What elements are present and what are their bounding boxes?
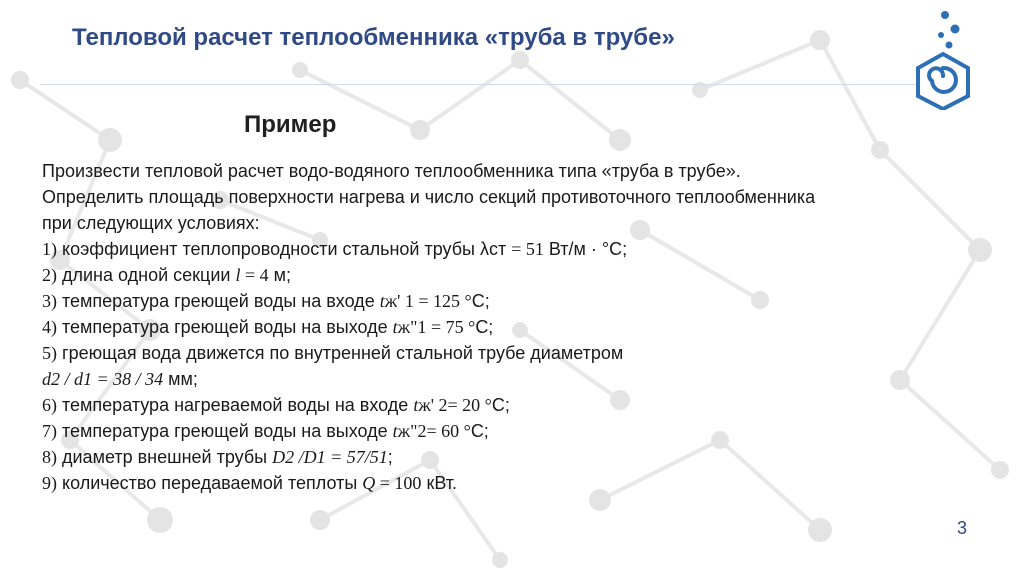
- example-heading: Пример: [244, 111, 337, 138]
- flask-logo-icon: [912, 8, 974, 110]
- condition-item-1: 1) коэффициент теплопроводности стальной трубы λст = 51 Вт/м · °С;: [42, 239, 628, 259]
- condition-item-7: 7) температура греющей воды на выходе tж"2= 60 °С;: [42, 421, 489, 441]
- problem-statement: [42, 158, 982, 496]
- intro-line: Определить площадь поверхности нагрева и число секций противоточного теплообменника: [42, 187, 816, 207]
- condition-item-8: 8) диаметр внешней трубы D2 /D1 = 57/51;: [42, 447, 393, 467]
- condition-item-5-continued: d2 / d1 = 38 / 34 мм;: [42, 369, 198, 389]
- condition-item-4: 4) температура греющей воды на выходе tж"1 = 75 °С;: [42, 317, 494, 337]
- intro-line: Произвести тепловой расчет водо-водяного теплообменника типа «труба в трубе».: [42, 161, 741, 181]
- condition-item-2: 2) длина одной секции l = 4 м;: [42, 265, 292, 285]
- condition-item-9: 9) количество передаваемой теплоты Q = 100 кВт.: [42, 473, 457, 493]
- condition-item-5: 5) греющая вода движется по внутренней стальной трубе диаметром: [42, 343, 624, 363]
- intro-line: при следующих условиях:: [42, 213, 260, 233]
- condition-item-6: 6) температура нагреваемой воды на входе tж' 2= 20 °С;: [42, 395, 510, 415]
- page-number: 3: [957, 518, 968, 538]
- slide-title: Тепловой расчет теплообменника «труба в трубе»: [72, 24, 675, 51]
- title-divider: [40, 84, 918, 85]
- condition-item-3: 3) температура греющей воды на входе tж' 1 = 125 °С;: [42, 291, 490, 311]
